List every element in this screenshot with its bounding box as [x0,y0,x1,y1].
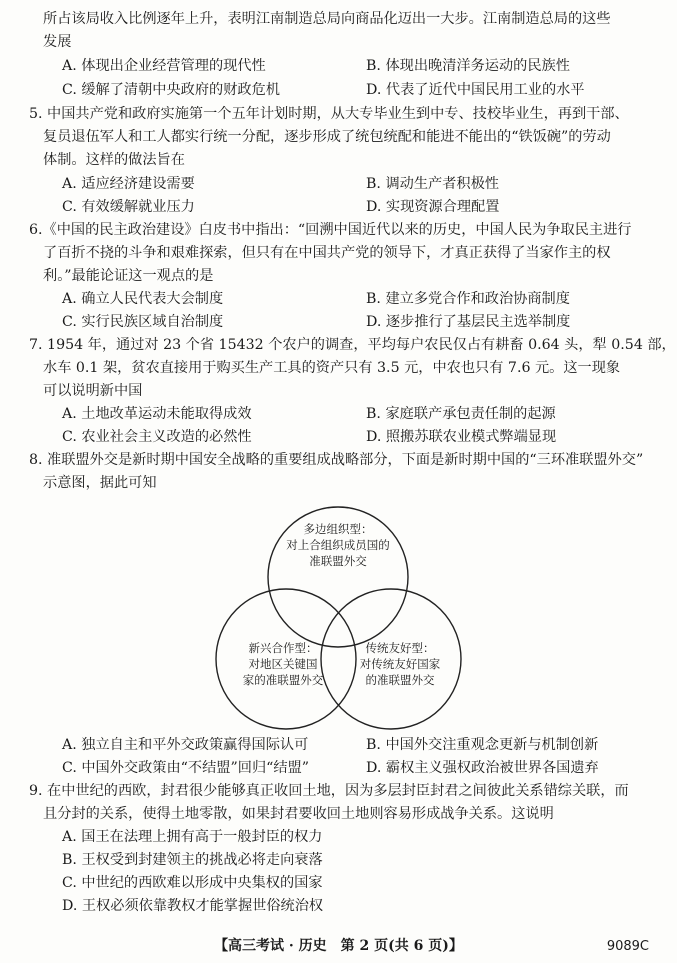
q8-option-b[interactable]: B. 中国外交注重观念更新与机制创新 [366,737,599,753]
q7-option-c[interactable]: C. 农业社会主义改造的必然性 [62,429,252,445]
q8-stem-line: 示意图，据此可知 [43,475,157,491]
q9-option-b[interactable]: B. 王权受到封建领主的挑战必将走向衰落 [62,852,323,868]
venn-left-text: 对地区关键国 [248,657,318,671]
q4-option-c[interactable]: C. 缓解了清朝中央政府的财政危机 [62,82,280,98]
q6-option-a[interactable]: A. 确立人民代表大会制度 [62,291,224,307]
q7-stem-line: 7. 1954 年，通过对 23 个省 15432 个农户的调查，平均每户农民仅占有耕畜 0.64 头，犁 0.54 部， [29,337,676,353]
q9-stem-line: 且分封的关系，使得土地零散，如果封君要收回土地则容易形成战争关系。这说明 [43,806,554,822]
q7-option-a[interactable]: A. 土地改革运动未能取得成效 [62,406,252,422]
q8-option-c[interactable]: C. 中国外交政策由“不结盟”回归“结盟” [62,760,310,776]
venn-top-text: 对上合组织成员国的 [286,538,390,552]
q9-stem-line: 9. 在中世纪的西欧，封君很少能够真正收回土地，因为多层封臣封君之间彼此关系错综关联，而 [29,783,629,799]
venn-top-title: 多边组织型： [303,522,373,536]
q7-option-d[interactable]: D. 照搬苏联农业模式弊端显现 [366,429,557,445]
venn-left-text: 家的准联盟外交 [242,673,324,687]
venn-left-label [233,640,333,688]
q6-option-d[interactable]: D. 逐步推行了基层民主选举制度 [366,314,571,330]
q4-option-a[interactable]: A. 体现出企业经营管理的现代性 [62,58,266,74]
q7-option-b[interactable]: B. 家庭联产承包责任制的起源 [366,406,556,422]
q9-option-a[interactable]: A. 国王在法理上拥有高于一般封臣的权力 [62,829,323,845]
q4-stem-line: 所占该局收入比例逐年上升，表明江南制造总局向商品化迈出一大步。江南制造总局的这些 [43,11,611,27]
venn-top-label [280,521,396,569]
q5-option-d[interactable]: D. 实现资源合理配置 [366,199,500,215]
venn-right-title: 传统友好型： [365,641,435,655]
venn-right-text: 的准联盟外交 [365,673,435,687]
q6-stem-line: 了百折不挠的斗争和艰难探索，但只有在中国共产党的领导下，才真正获得了当家作主的权 [43,245,611,261]
venn-right-label [350,640,450,688]
q8-stem-line: 8. 准联盟外交是新时期中国安全战略的重要组成战略部分，下面是新时期中国的“三环准联盟外交” [29,452,644,468]
venn-right-text: 对传统友好国家 [359,657,441,671]
q7-stem-line: 可以说明新中国 [43,383,143,399]
q5-option-b[interactable]: B. 调动生产者积极性 [366,176,499,192]
q6-option-b[interactable]: B. 建立多党合作和政治协商制度 [366,291,570,307]
venn-left-title: 新兴合作型： [248,641,318,655]
venn-top-text: 准联盟外交 [309,554,367,568]
q5-option-a[interactable]: A. 适应经济建设需要 [62,176,195,192]
q9-option-d[interactable]: D. 王权必须依靠教权才能掌握世俗统治权 [62,898,324,914]
q6-stem-line: 6.《中国的民主政治建设》白皮书中指出：“回溯中国近代以来的历史，中国人民为争取民主进行 [29,222,632,238]
q5-stem-line: 5. 中国共产党和政府实施第一个五年计划时期，从大专毕业生到中专、技校毕业生，再到干部、 [29,106,629,122]
q4-option-b[interactable]: B. 体现出晚清洋务运动的民族性 [366,58,570,74]
q6-stem-line: 利。”最能论证这一观点的是 [43,268,214,284]
footer-page-info: 【高三考试 · 历史 第 2 页(共 6 页)】 [214,938,463,954]
q8-option-a[interactable]: A. 独立自主和平外交政策赢得国际认可 [62,737,309,753]
q6-option-c[interactable]: C. 实行民族区域自治制度 [62,314,224,330]
q8-option-d[interactable]: D. 霸权主义强权政治被世界各国遗弃 [366,760,599,776]
q9-option-c[interactable]: C. 中世纪的西欧难以形成中央集权的国家 [62,875,323,891]
q5-option-c[interactable]: C. 有效缓解就业压力 [62,199,195,215]
q4-option-d[interactable]: D. 代表了近代中国民用工业的水平 [366,82,585,98]
footer-exam-code: 9089C [606,939,649,954]
q7-stem-line: 水车 0.1 架，贫农直接用于购买生产工具的资产只有 3.5 元，中农也只有 7.6 元。这一现象 [43,360,621,376]
q5-stem-line: 复员退伍军人和工人都实行统一分配，逐步形成了统包统配和能进不能出的“铁饭碗”的劳动 [43,129,611,145]
q4-stem-line: 发展 [43,34,72,50]
q5-stem-line: 体制。这样的做法旨在 [43,152,185,168]
